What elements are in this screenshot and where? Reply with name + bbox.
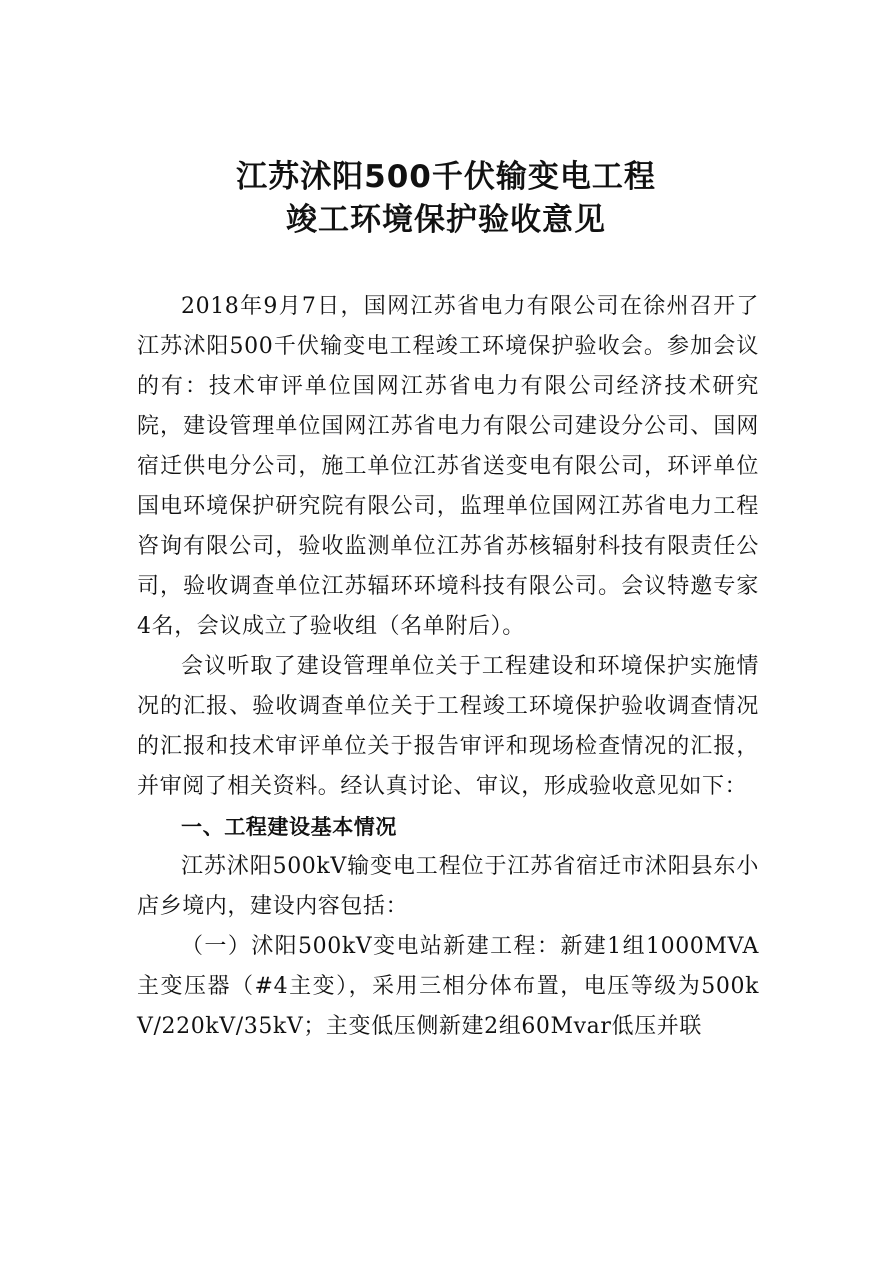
document-body	[137, 287, 759, 1047]
paragraph-project-location: 江苏沭阳500kV输变电工程位于江苏省宿迁市沭阳县东小店乡境内，建设内容包括：	[137, 854, 759, 919]
paragraph-meeting-process: 会议听取了建设管理单位关于工程建设和环境保护实施情况的汇报、验收调查单位关于工程竣工环境保护验收调查情况的汇报和技术审评单位关于报告审评和现场检查情况的汇报，并审阅了相关资料。经认真讨论、审议，形成验收意见如下：	[137, 654, 759, 799]
paragraph-meeting-info: 2018年9月7日，国网江苏省电力有限公司在徐州召开了江苏沭阳500千伏输变电工程竣工环境保护验收会。参加会议的有：技术审评单位国网江苏省电力有限公司经济技术研究院，建设管理单位国网江苏省电力有限公司建设分公司、国网宿迁供电分公司，施工单位江苏省送变电有限公司，环评单位国电环境保护研究院有限公司，监理单位国网江苏省电力工程咨询有限公司，验收监测单位江苏省苏核辐射科技有限责任公司，验收调查单位江苏辐环环境科技有限公司。会议特邀专家4名，会议成立了验收组（名单附后）。	[137, 294, 759, 639]
document-title-line1: 江苏沭阳500千伏输变电工程	[236, 159, 656, 195]
section-heading-1: 一、工程建设基本情况	[181, 815, 397, 839]
paragraph-substation-project: （一）沭阳500kV变电站新建工程：新建1组1000MVA主变压器（#4主变），采用三相分体布置，电压等级为500kV/220kV/35kV；主变低压侧新建2组60Mvar低压并联	[137, 934, 759, 1039]
document-title-line2: 竣工环境保护验收意见	[286, 202, 606, 238]
